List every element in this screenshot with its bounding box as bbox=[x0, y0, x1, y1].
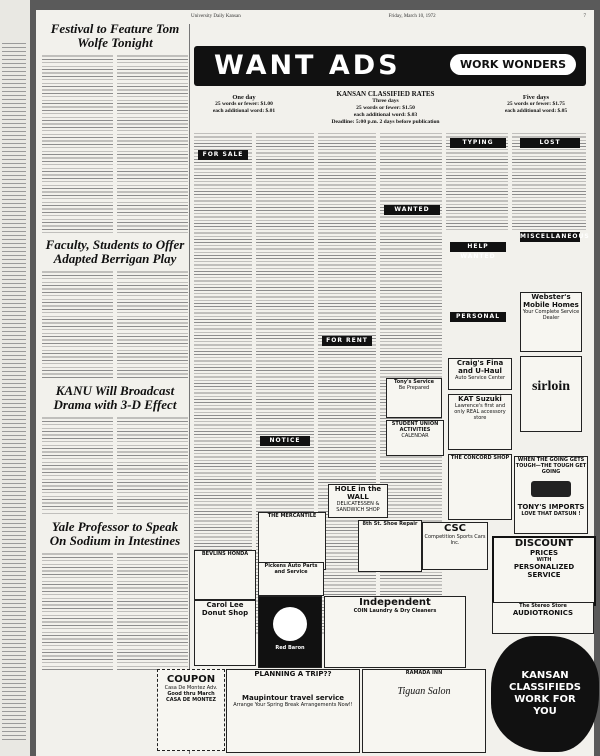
ad-maupintour-line: Arrange Your Spring Break Arrangements Now!! bbox=[233, 702, 353, 708]
ad-websters bbox=[520, 292, 582, 352]
red-baron-emblem-icon bbox=[273, 607, 307, 641]
rates-five-heading: Five days bbox=[522, 94, 550, 101]
folio-date: Friday, March 10, 1972 bbox=[388, 14, 436, 19]
ad-discount-5: SERVICE bbox=[527, 571, 561, 579]
banner-title: WANT ADS bbox=[214, 50, 401, 81]
ad-datsun-headline: WHEN THE GOING GETS TOUGH—THE TOUGH GET GOING bbox=[515, 457, 587, 475]
ad-concord-name: THE CONCORD SHOP bbox=[450, 455, 510, 461]
ad-discount-2: PRICES bbox=[529, 549, 559, 557]
kansan-classifieds-blob bbox=[491, 636, 599, 752]
ad-ramada-line: Tiguan Salon bbox=[397, 686, 451, 697]
headline-wolfe: Festival to Feature Tom Wolfe Tonight bbox=[50, 21, 180, 50]
ad-stereo-line: AUDIOTRONICS bbox=[512, 609, 574, 617]
rates-classified bbox=[298, 91, 473, 126]
ad-independent bbox=[324, 596, 466, 668]
ad-pickens-name: Pickens Auto Parts and Service bbox=[264, 563, 318, 575]
coupon-line1: Casa De Montez Adv. bbox=[164, 685, 218, 691]
section-help-wanted: HELP WANTED bbox=[450, 242, 506, 252]
ad-csc-name: CSC bbox=[443, 523, 467, 534]
rates-deadline: Deadline: 5:00 p.m. 2 days before publication bbox=[331, 119, 440, 125]
section-wanted: WANTED bbox=[384, 205, 440, 215]
rates-three-days: Three days bbox=[372, 98, 399, 104]
section-personal: PERSONAL bbox=[450, 312, 506, 322]
ad-maupintour bbox=[226, 669, 360, 753]
ad-maupintour-headline: PLANNING A TRIP?? bbox=[254, 670, 332, 678]
ad-datsun bbox=[514, 456, 588, 534]
ad-red-baron bbox=[258, 596, 322, 668]
ad-union-line: CALENDAR bbox=[401, 433, 429, 439]
ad-craigs bbox=[448, 358, 512, 390]
rates-one-day bbox=[194, 94, 294, 115]
ad-hole-name: HOLE in the WALL bbox=[334, 485, 382, 501]
rates-five-days bbox=[484, 94, 588, 115]
ad-discount-4: PERSONALIZED bbox=[513, 563, 575, 571]
ad-bevlins-name: BEVLINS HONDA bbox=[201, 551, 249, 557]
ad-hole-in-the-wall bbox=[328, 484, 388, 518]
ad-kat-name: KAT Suzuki bbox=[458, 395, 502, 403]
ad-websters-name: Webster's Mobile Homes bbox=[523, 293, 579, 309]
rates-three-line2: each additional word: $.03 bbox=[353, 112, 418, 118]
ad-datsun-slogan: LOVE THAT DATSUN ! bbox=[521, 511, 581, 517]
ad-independent-name: Independent bbox=[359, 597, 431, 608]
ad-red-baron-name: Red Baron bbox=[275, 645, 305, 651]
rates-one-day-heading: One day bbox=[232, 94, 256, 101]
ad-websters-line: Your Complete Service Dealer bbox=[522, 309, 580, 321]
ad-carol-lee bbox=[194, 600, 256, 666]
ad-craigs-line: Auto Service Center bbox=[454, 375, 506, 381]
ad-discount-1: DISCOUNT bbox=[514, 538, 574, 549]
ad-datsun-dealer: TONY'S IMPORTS bbox=[517, 503, 585, 511]
section-for-rent: FOR RENT bbox=[322, 336, 372, 346]
folio-paper: University Daily Kansan bbox=[191, 14, 241, 19]
ad-craigs-name: Craig's Fina and U-Haul bbox=[456, 359, 504, 375]
folio-page: 7 bbox=[583, 14, 586, 19]
ad-coupon bbox=[157, 669, 225, 751]
ad-student-union bbox=[386, 420, 444, 456]
ad-maupintour-name: Maupintour travel service bbox=[242, 694, 344, 702]
banner-tagline: WORK WONDERS bbox=[450, 54, 576, 75]
coupon-footer: CASA DE MONTEZ bbox=[166, 697, 216, 703]
section-lost: LOST bbox=[520, 138, 580, 148]
ad-hole-line: DELICATESSEN & SANDWICH SHOP bbox=[336, 501, 380, 513]
ad-ramada bbox=[362, 669, 486, 753]
headline-kanu: KANU Will Broadcast Drama with 3-D Effect bbox=[53, 383, 177, 412]
section-notice: NOTICE bbox=[260, 436, 310, 446]
ad-pickens bbox=[258, 562, 324, 596]
ad-tonys-name: Tony's Service bbox=[393, 379, 435, 385]
ad-ramada-name: RAMADA INN bbox=[405, 670, 443, 676]
rates-classified-heading: KANSAN CLASSIFIED RATES bbox=[336, 90, 435, 98]
want-ads-banner bbox=[194, 46, 586, 86]
ad-csc bbox=[422, 522, 488, 570]
section-for-sale: FOR SALE bbox=[198, 150, 248, 160]
ad-concord-shop bbox=[448, 454, 512, 520]
ad-stereo-store bbox=[492, 602, 594, 634]
rates-three-line1: 25 words or fewer: $1.50 bbox=[356, 105, 415, 111]
ad-tonys-service bbox=[386, 378, 442, 418]
ad-discount bbox=[492, 536, 596, 606]
ad-sirloin bbox=[520, 356, 582, 432]
rates-five-line1: 25 words or fewer: $1.75 bbox=[507, 101, 565, 107]
ad-sirloin-name: sirloin bbox=[531, 379, 571, 394]
ad-carol-name: Carol Lee Donut Shop bbox=[201, 601, 249, 617]
news-column bbox=[42, 22, 188, 752]
ad-kat-suzuki bbox=[448, 394, 512, 450]
ad-independent-line: COIN Laundry & Dry Cleaners bbox=[353, 608, 437, 614]
ad-discount-3: WITH bbox=[536, 557, 552, 563]
ad-stereo-name: The Stereo Store bbox=[519, 603, 567, 609]
kansan-blob-text: KANSAN CLASSIFIEDS WORK FOR YOU bbox=[508, 670, 581, 717]
ad-csc-line: Competition Sports Cars Inc. bbox=[424, 534, 486, 546]
ad-tonys-line: Be Prepared bbox=[398, 385, 430, 391]
rates-one-day-line1: 25 words or fewer: $1.00 bbox=[215, 101, 273, 107]
folio-line bbox=[191, 14, 586, 19]
headline-berrigan: Faculty, Students to Offer Adapted Berrigan Play bbox=[45, 237, 185, 266]
rates-one-day-line2: each additional word: $.01 bbox=[212, 108, 276, 114]
newspaper-page bbox=[36, 10, 594, 756]
previous-page-edge bbox=[0, 0, 30, 756]
ad-union-name: STUDENT UNION ACTIVITIES bbox=[391, 421, 439, 433]
headline-yale: Yale Professor to Speak On Sodium in Intestines bbox=[49, 519, 181, 548]
coupon-line2: Good thru March bbox=[167, 691, 215, 697]
ad-shoe-name: 8th St. Shoe Repair bbox=[362, 521, 418, 527]
truck-image bbox=[531, 481, 571, 497]
rates-five-line2: each additional word: $.05 bbox=[504, 108, 568, 114]
ad-shoe-repair bbox=[358, 520, 422, 572]
section-miscellaneous: MISCELLANEOUS bbox=[520, 233, 590, 240]
ad-bevlins bbox=[194, 550, 256, 600]
coupon-title: COUPON bbox=[166, 674, 216, 685]
ad-mercantile-name: THE MERCANTILE bbox=[267, 513, 317, 519]
ad-kat-line: Lawrence's first and only REAL accessory store bbox=[454, 403, 506, 421]
section-typing: TYPING bbox=[450, 138, 506, 148]
